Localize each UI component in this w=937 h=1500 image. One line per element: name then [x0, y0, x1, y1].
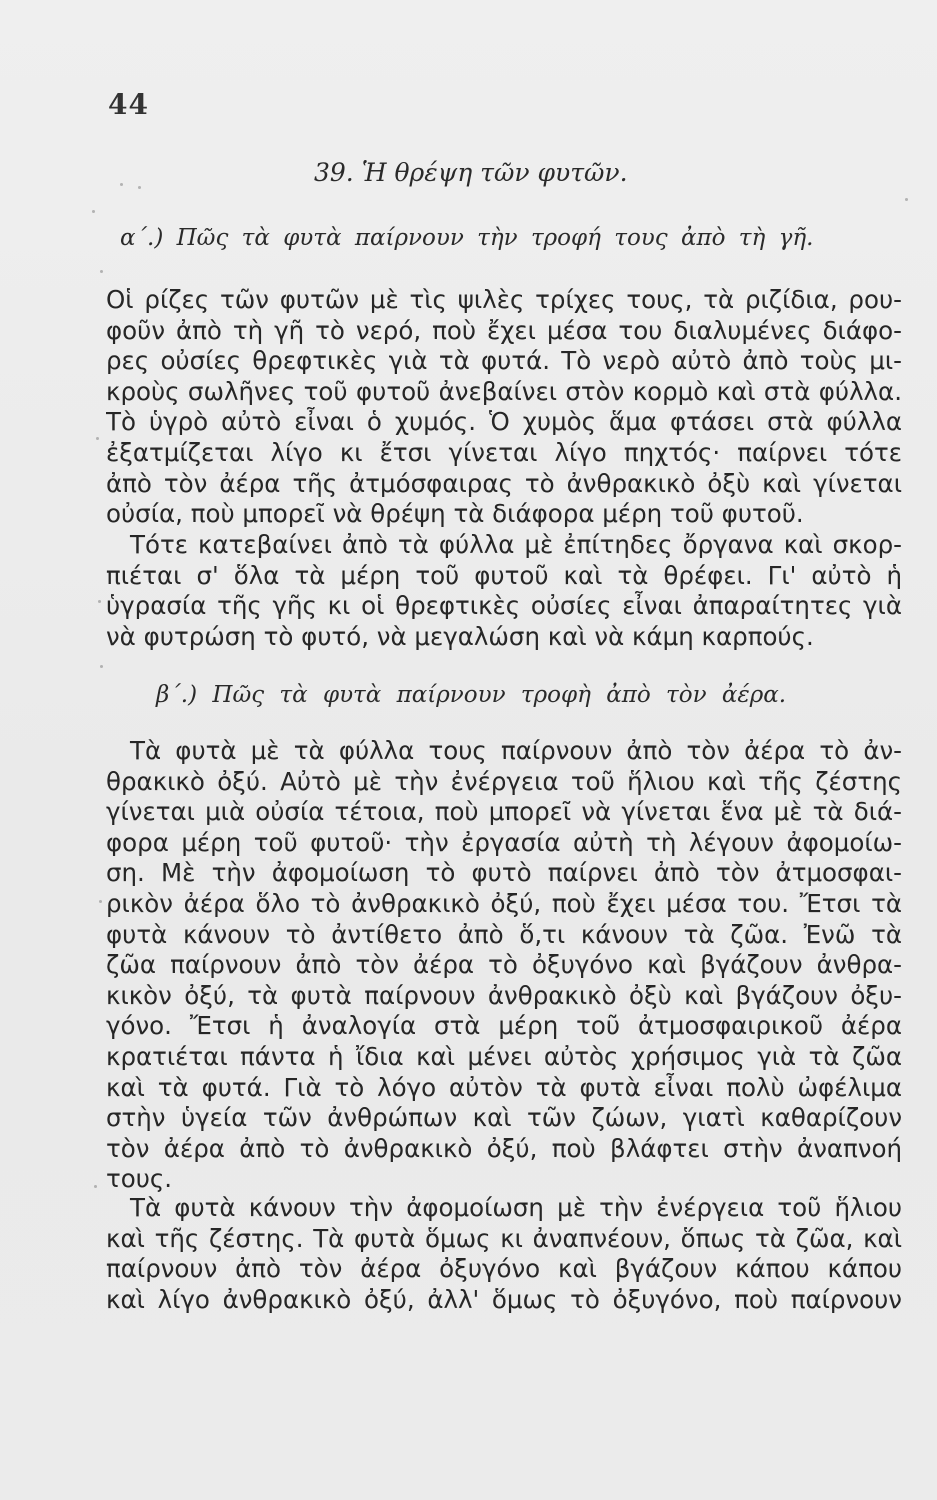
paper-speck	[98, 600, 101, 603]
text-line: ρικὸν ἀέρα ὅλο τὸ ἀνθρακικὸ ὀξύ, ποὺ ἔχει μέσα του. Ἔτσι τὰ	[106, 888, 902, 918]
page-number: 44	[108, 88, 149, 121]
paragraph-3	[106, 736, 902, 1195]
text-line: Τὰ φυτὰ μὲ τὰ φύλλα τους παίρνουν ἀπὸ τὸν ἀέρα τὸ ἀν-	[130, 736, 902, 765]
text-line: θρακικὸ ὀξύ. Αὐτὸ μὲ τὴν ἐνέργεια τοῦ ἥλιου καὶ τῆς ζέστης	[106, 766, 902, 796]
text-line: φυτὰ κάνουν τὸ ἀντίθετο ἀπὸ ὅ,τι κάνουν τὰ ζῶα. Ἐνῶ τὰ	[106, 919, 902, 949]
text-line: τους.	[106, 1164, 173, 1194]
text-line: Τὸ ὑγρὸ αὐτὸ εἶναι ὁ χυμός. Ὁ χυμὸς ἅμα φτάσει στὰ φύλλα	[106, 407, 902, 437]
text-line: καὶ τῆς ζέστης. Τὰ φυτὰ ὅμως κι ἀναπνέουν, ὅπως τὰ ζῶα, καὶ	[106, 1223, 902, 1253]
paper-speck	[100, 270, 103, 273]
text-line: τὸν ἀέρα ἀπὸ τὸ ἀνθρακικὸ ὀξύ, ποὺ βλάφτει στὴν ἀναπνοή	[106, 1133, 902, 1163]
text-line: ση. Μὲ τὴν ἀφομοίωση τὸ φυτὸ παίρνει ἀπὸ τὸν ἀτμοσφαι-	[106, 858, 902, 888]
text-line: Τότε κατεβαίνει ἀπὸ τὰ φύλλα μὲ ἐπίτηδες ὄργανα καὶ σκορ-	[130, 530, 902, 559]
text-line: Οἱ ρίζες τῶν φυτῶν μὲ τὶς ψιλὲς τρίχες τους, τὰ ριζίδια, ρου-	[106, 285, 902, 314]
text-line: καὶ λίγο ἀνθρακικὸ ὀξύ, ἀλλ' ὅμως τὸ ὀξυγόνο, ποὺ παίρνουν	[106, 1284, 902, 1314]
text-line: καὶ τὰ φυτά. Γιὰ τὸ λόγο αὐτὸν τὰ φυτὰ εἶναι πολὺ ὠφέλιμα	[106, 1072, 902, 1102]
section-a-heading: α΄.) Πῶς τὰ φυτὰ παίρνουν τὴν τροφή τους ἀπὸ τὴ γῆ.	[120, 225, 814, 251]
text-line: οὐσία, ποὺ μπορεῖ νὰ θρέψη τὰ διάφορα μέρη τοῦ φυτοῦ.	[106, 499, 804, 529]
text-line: φοῦν ἀπὸ τὴ γῆ τὸ νερό, ποὺ ἔχει μέσα του διαλυμένες διάφο-	[106, 315, 902, 345]
text-line: γόνο. Ἔτσι ἡ ἀναλογία στὰ μέρη τοῦ ἀτμοσφαιρικοῦ ἀέρα	[106, 1011, 902, 1041]
paper-speck	[92, 210, 95, 213]
text-line: ζῶα παίρνουν ἀπὸ τὸν ἀέρα τὸ ὀξυγόνο καὶ βγάζουν ἀνθρα-	[106, 950, 902, 980]
text-line: ἀπὸ τὸν ἀέρα τῆς ἀτμόσφαιρας τὸ ἀνθρακικὸ ὀξὺ καὶ γίνεται	[106, 468, 902, 498]
text-line: κικὸν ὀξύ, τὰ φυτὰ παίρνουν ἀνθρακικὸ ὀξὺ καὶ βγάζουν ὀξυ-	[106, 980, 902, 1010]
paper-speck	[99, 900, 102, 903]
text-line: παίρνουν ἀπὸ τὸν ἀέρα ὀξυγόνο καὶ βγάζουν κάπου κάπου	[106, 1254, 902, 1284]
text-line: Τὰ φυτὰ κάνουν τὴν ἀφομοίωση μὲ τὴν ἐνέργεια τοῦ ἥλιου	[130, 1193, 902, 1222]
paragraph-4	[106, 1193, 902, 1315]
text-line: ρες οὐσίες θρεφτικὲς γιὰ τὰ φυτά. Τὸ νερὸ αὐτὸ ἀπὸ τοὺς μι-	[106, 346, 902, 376]
paper-speck	[905, 198, 908, 201]
paper-speck	[120, 183, 123, 186]
paper-speck	[96, 437, 99, 440]
chapter-title: 39. Ἡ θρέψη τῶν φυτῶν.	[314, 158, 628, 187]
text-line: κροὺς σωλῆνες τοῦ φυτοῦ ἀνεβαίνει στὸν κορμὸ καὶ στὰ φύλλα.	[106, 376, 902, 406]
text-line: πιέται σ' ὅλα τὰ μέρη τοῦ φυτοῦ καὶ τὰ θρέφει. Γι' αὐτὸ ἡ	[106, 560, 902, 590]
section-b-heading: β΄.) Πῶς τὰ φυτὰ παίρνουν τροφὴ ἀπὸ τὸν ἀέρα.	[156, 682, 787, 708]
paper-speck	[100, 665, 103, 668]
paragraph-1	[106, 285, 902, 530]
text-line: γίνεται μιὰ οὐσία τέτοια, ποὺ μπορεῖ νὰ γίνεται ἕνα μὲ τὰ διά-	[106, 797, 902, 827]
text-line: κρατιέται πάντα ἡ ἴδια καὶ μένει αὐτὸς χρήσιμος γιὰ τὰ ζῶα	[106, 1041, 902, 1071]
text-line: φορα μέρη τοῦ φυτοῦ· τὴν ἐργασία αὐτὴ τὴ λέγουν ἀφομοίω-	[106, 827, 902, 857]
text-line: ὑγρασία τῆς γῆς κι οἱ θρεφτικὲς οὐσίες εἶναι ἀπαραίτητες γιὰ	[106, 591, 902, 621]
text-line: νὰ φυτρώση τὸ φυτό, νὰ μεγαλώση καὶ νὰ κάμη καρπούς.	[106, 621, 814, 651]
text-line: ἐξατμίζεται λίγο κι ἔτσι γίνεται λίγο πηχτός· παίρνει τότε	[106, 437, 902, 467]
paper-speck	[94, 1185, 97, 1188]
paper-speck	[138, 186, 141, 189]
text-line: στὴν ὑγεία τῶν ἀνθρώπων καὶ τῶν ζώων, γιατὶ καθαρίζουν	[106, 1103, 902, 1133]
paragraph-2	[106, 530, 902, 652]
